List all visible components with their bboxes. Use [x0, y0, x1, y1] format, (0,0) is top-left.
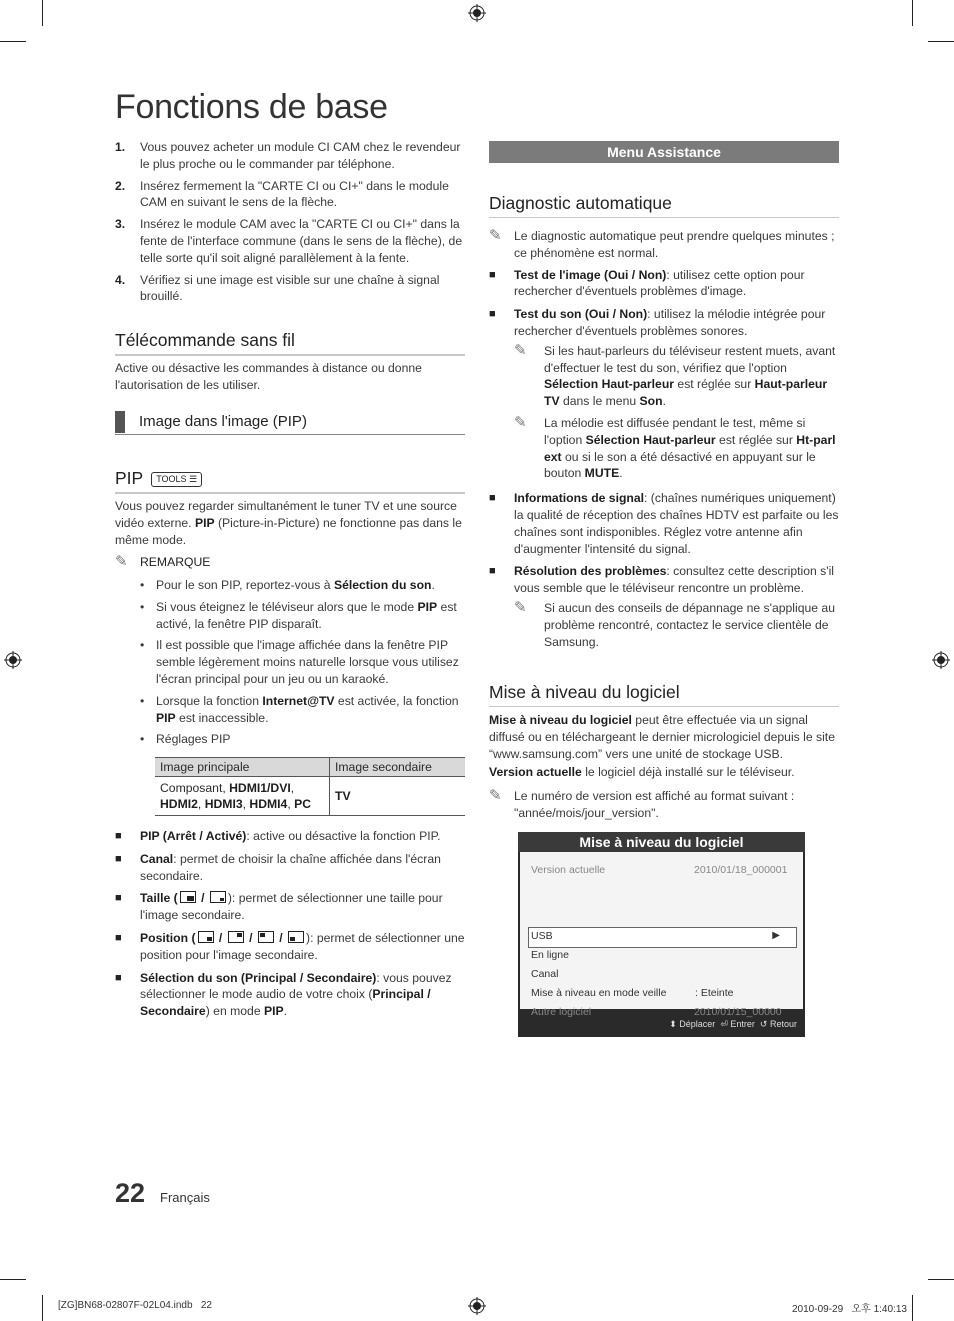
telecommande-body: Active ou désactive les commandes à distance ou donne l'autorisation de les utiliser.	[115, 361, 422, 392]
size-large-icon	[180, 891, 196, 903]
crop-mark	[0, 1279, 26, 1280]
tools-badge-label: TOOLS	[156, 473, 187, 484]
pip-intro	[115, 498, 465, 548]
position-top-left-icon	[258, 931, 274, 943]
remark-label: REMARQUE	[140, 555, 211, 569]
bullet-dot: •	[140, 693, 145, 708]
bullet-text: Il est possible que l'image affichée dans la fenêtre PIP semble légèrement moins naturelle lorsque vous utilisez l'écran principal pour un jeu ou un karaoké.	[156, 638, 459, 686]
play-arrow-icon: ▶	[772, 930, 780, 941]
standby-upgrade-menu-item[interactable]: Mise à niveau en mode veille	[531, 987, 667, 999]
standby-upgrade-value: : Eteinte	[695, 987, 734, 999]
crop-mark	[912, 1295, 913, 1321]
cell-text: ,	[242, 797, 250, 811]
cell-bold: HDMI3	[204, 797, 243, 811]
bullet-text: est activé, la fenêtre PIP disparaît.	[156, 599, 457, 631]
note-text: Le numéro de version est affiché au format suivant : "année/mois/jour_version".	[514, 789, 795, 820]
square-bullet-icon: ■	[489, 565, 496, 578]
list-item	[140, 577, 465, 594]
option-text: : active ou désactive la fonction PIP.	[246, 829, 441, 843]
note-text: est réglée sur	[715, 432, 797, 447]
list-item	[115, 970, 465, 1020]
usb-label: USB	[531, 930, 553, 942]
list-item	[115, 851, 465, 885]
version-label: Version actuelle	[531, 864, 606, 876]
option-label: Position (	[140, 930, 196, 945]
bullet-dot: •	[140, 732, 145, 747]
registration-mark-icon	[4, 651, 22, 669]
bullet-text: Lorsque la fonction	[156, 693, 263, 708]
note-text: est réglée sur	[674, 377, 755, 392]
step-item	[115, 216, 465, 266]
square-bullet-icon: ■	[115, 852, 122, 865]
diagnostic-content	[489, 228, 839, 650]
bullet-bold: PIP	[156, 710, 176, 725]
pencil-icon: ✎	[514, 341, 527, 359]
list-item	[115, 930, 465, 964]
option-text: : vous pouvez sélectionner le mode audio de votre choix (	[140, 970, 452, 1002]
square-bullet-icon: ■	[489, 492, 496, 505]
option-bold: PIP	[263, 1004, 284, 1019]
size-small-icon	[210, 891, 226, 903]
table-cell-secondary: TV	[330, 777, 466, 816]
option-text: ): permet de sélectionner une taille pour l'image secondaire.	[140, 891, 443, 923]
pip-heading-text: PIP	[115, 468, 144, 488]
step-number: 1.	[115, 140, 126, 154]
page-number: 22	[115, 1178, 146, 1208]
bullet-dot: •	[140, 578, 145, 592]
list-item	[140, 731, 465, 748]
square-bullet-icon: ■	[115, 830, 122, 842]
bullet-text: Pour le son PIP, reportez-vous à	[156, 578, 334, 592]
option-label: Canal	[140, 851, 174, 866]
list-item	[115, 828, 465, 845]
cell-text: ,	[197, 797, 205, 811]
mise-a-niveau-heading: Mise à niveau du logiciel	[489, 682, 839, 707]
move-icon: ⬍	[669, 1019, 677, 1029]
note-bold: Sélection Haut-parleur	[544, 377, 675, 392]
enter-icon: ⏎	[720, 1019, 728, 1029]
table-header: Image secondaire	[330, 758, 466, 777]
option-label: Taille (	[140, 891, 178, 906]
table-header-row	[155, 758, 465, 777]
cell-text: ,	[287, 797, 295, 811]
para-text: peut être effectuée via un signal diffusé ou en téléchargeant le dernier micrologiciel depuis le site “www.samsung.com” vers une unité de stockage USB.	[489, 713, 835, 761]
bullet-text: Réglages PIP	[156, 732, 231, 747]
crop-mark	[912, 0, 913, 26]
note	[489, 600, 839, 650]
file-info: [ZG]BN68-02807F-02L04.indb 22	[58, 1300, 212, 1311]
step-number: 2.	[115, 178, 126, 193]
subheading-bar	[115, 411, 125, 433]
pip-subheading	[115, 411, 465, 435]
pencil-icon: ✎	[489, 227, 502, 244]
note-bold: Sélection Haut-parleur	[585, 432, 716, 447]
pencil-icon: ✎	[514, 413, 527, 431]
list-item	[489, 563, 839, 597]
footer-enter: Entrer	[730, 1019, 755, 1029]
bullet-text: Si vous éteignez le téléviseur alors que le mode	[156, 599, 418, 614]
bullet-text: est inaccessible.	[175, 710, 269, 725]
channel-menu-item[interactable]: Canal	[531, 968, 559, 980]
option-sep: /	[249, 930, 253, 945]
footer-move: Déplacer	[679, 1019, 716, 1029]
pencil-icon: ✎	[489, 787, 502, 805]
step-text: Insérez fermement la "CARTE CI ou CI+" dans le module CAM en suivant le sens de la flèche.	[140, 178, 449, 210]
pencil-icon: ✎	[514, 598, 527, 616]
note	[489, 343, 839, 410]
remark	[115, 554, 465, 571]
option-bold: Principal / Secondaire	[140, 987, 431, 1019]
option-sep: /	[279, 930, 283, 945]
position-bottom-left-icon	[288, 931, 304, 943]
return-icon: ↺	[759, 1019, 768, 1029]
note-text: .	[662, 394, 666, 409]
option-text: : consultez cette description s'il vous semble que le téléviseur rencontre un problème.	[514, 564, 834, 596]
diagnostic-heading: Diagnostic automatique	[489, 193, 839, 218]
tv-screen	[518, 832, 805, 1037]
option-text: : (chaînes numériques uniquement) la qualité de réception des chaînes HDTV est parfaite ou les chaînes sont indisponibles. Réglez votre antenne afin d'augmenter l'intensité du signal.	[514, 491, 839, 556]
pip-subheading-text: Image dans l'image (PIP)	[139, 413, 307, 431]
pip-table	[155, 757, 465, 816]
bullet-dot: •	[140, 599, 145, 614]
pip-intro-b: PIP	[194, 515, 215, 530]
step-text: Vous pouvez acheter un module CI CAM chez le revendeur le plus proche ou le commander par téléphone.	[140, 140, 461, 171]
other-software-label: Autre logiciel	[531, 1006, 592, 1018]
step-number: 3.	[115, 217, 126, 232]
square-bullet-icon: ■	[489, 308, 496, 321]
position-top-right-icon	[228, 931, 244, 943]
list-item	[140, 599, 465, 633]
step-item	[115, 178, 465, 212]
option-text: : utilisez cette option pour rechercher d'éventuels problèmes d'image.	[514, 267, 805, 299]
step-item	[115, 139, 465, 173]
note-text: dans le menu	[559, 394, 640, 409]
mise-a-niveau-content	[489, 712, 839, 822]
menu-assistance-banner: Menu Assistance	[489, 141, 839, 163]
note-bold: Ht-parl ext	[544, 432, 836, 464]
online-menu-item[interactable]: En ligne	[531, 949, 569, 961]
crop-mark	[42, 0, 43, 26]
bullet-bold: Sélection du son	[333, 578, 432, 592]
note-text: Le diagnostic automatique peut prendre quelques minutes ; ce phénomène est normal.	[514, 229, 835, 260]
version-value: 2010/01/18_000001	[694, 864, 788, 876]
other-software-value: 2010/01/15_00000	[694, 1006, 782, 1018]
cell-bold: HDMI2	[160, 797, 198, 811]
option-label: PIP (Arrêt / Activé)	[140, 829, 247, 843]
option-text: : permet de choisir la chaîne affichée dans l'écran secondaire.	[140, 851, 441, 883]
note-text: La mélodie est diffusée pendant le test, même si l'option	[544, 415, 806, 447]
cell-text: ,	[290, 781, 295, 795]
tv-footer	[669, 1019, 797, 1030]
pip-intro-c: (Picture-in-Picture) ne fonctionne pas dans le même mode.	[115, 515, 462, 547]
list-item	[489, 267, 839, 301]
position-bottom-right-icon	[198, 931, 214, 943]
page-title: Fonctions de base	[115, 88, 388, 126]
cell-text: Composant	[160, 781, 223, 795]
tv-panel	[520, 852, 803, 1018]
table-header: Image principale	[155, 758, 330, 777]
option-label: Sélection du son (Principal / Secondaire)	[140, 970, 377, 985]
option-label: Test du son (Oui / Non)	[514, 307, 648, 322]
table-row	[155, 777, 465, 816]
note-text: ou si le son a été désactivé en appuyant sur le bouton	[544, 449, 816, 481]
note-text: .	[619, 466, 623, 481]
note-bold: Haut-parleur TV	[544, 377, 828, 409]
para-bold: Version actuelle	[489, 765, 582, 780]
bullet-bold: PIP	[417, 599, 438, 614]
date-info: 2010-09-29 오후 1:40:13	[792, 1304, 907, 1315]
note	[489, 788, 839, 822]
list-item	[115, 890, 465, 924]
note-text: Si aucun des conseils de dépannage ne s'applique au problème rencontré, contactez le service clientèle de Samsung.	[544, 600, 835, 649]
remark-bullets	[140, 577, 465, 753]
square-bullet-icon: ■	[489, 268, 496, 281]
square-bullet-icon: ■	[115, 971, 122, 984]
registration-mark-icon	[932, 651, 950, 669]
pip-options	[115, 828, 465, 1026]
list-item	[140, 693, 465, 727]
tv-screen-title: Mise à niveau du logiciel	[518, 832, 805, 852]
bullet-text: est activée, la fonction	[334, 693, 459, 708]
tools-icon: TOOLS ☰	[151, 472, 202, 487]
note-bold: MUTE	[584, 466, 620, 481]
step-text: Vérifiez si une image est visible sur une chaîne à signal brouillé.	[140, 272, 440, 304]
step-item	[115, 272, 465, 306]
option-label: Test de l'image (Oui / Non)	[514, 267, 667, 282]
usb-menu-item[interactable]	[528, 927, 797, 948]
list-item	[140, 637, 465, 687]
option-text: ) en mode	[205, 1004, 264, 1019]
step-text: Insérez le module CAM avec la "CARTE CI ou CI+" dans la fente de l'interface commune (dans le sens de la flèche), de telle sorte qu'il soit aligné parallèlement à la fente.	[140, 217, 463, 265]
registration-mark-icon	[468, 4, 486, 22]
crop-mark	[42, 1295, 43, 1321]
para-text: le logiciel déjà installé sur le téléviseur.	[581, 765, 795, 780]
step-number: 4.	[115, 272, 126, 287]
page-language: Français	[160, 1190, 210, 1205]
note	[489, 228, 839, 262]
footer-return: Retour	[769, 1019, 797, 1029]
crop-mark	[0, 41, 26, 42]
note-bold: Son	[639, 394, 663, 409]
option-label: Résolution des problèmes	[514, 564, 667, 579]
pip-intro-a: Vous pouvez regarder simultanément le tuner TV et une source vidéo externe.	[115, 499, 457, 530]
pip-settings-table	[155, 757, 465, 816]
crop-mark	[928, 41, 954, 42]
square-bullet-icon: ■	[115, 931, 122, 944]
table-cell-main	[155, 777, 330, 816]
cell-text: ,	[222, 781, 230, 795]
para-bold: Mise à niveau du logiciel	[489, 713, 632, 727]
option-text: .	[283, 1004, 288, 1019]
bullet-text: .	[431, 578, 435, 592]
option-text: : utilisez la mélodie intégrée pour rechercher d'éventuels problèmes sonores.	[514, 307, 826, 338]
list-item	[489, 306, 839, 340]
list-item	[489, 490, 839, 557]
option-text: ): permet de sélectionner une position pour l'image secondaire.	[140, 930, 465, 962]
pip-heading	[115, 468, 465, 494]
cell-bold: HDMI4	[249, 797, 288, 811]
option-label: Informations de signal	[514, 491, 645, 506]
option-sep: /	[201, 891, 205, 906]
bullet-dot: •	[140, 638, 145, 653]
bullet-bold: Internet@TV	[262, 693, 335, 708]
paragraph	[489, 764, 839, 781]
telecommande-heading: Télécommande sans fil	[115, 330, 465, 356]
steps-list	[115, 139, 465, 310]
cell-bold: HDMI1/DVI	[229, 781, 291, 795]
square-bullet-icon: ■	[115, 892, 122, 905]
cell-bold: PC	[294, 797, 312, 811]
note-text: Si les haut-parleurs du téléviseur restent muets, avant d'effectuer le test du son, vérifiez que l'option	[544, 343, 836, 375]
note	[489, 415, 839, 482]
registration-mark-icon	[468, 1297, 486, 1315]
paragraph	[489, 712, 839, 762]
pencil-icon: ✎	[115, 553, 128, 570]
crop-mark	[928, 1279, 954, 1280]
option-sep: /	[218, 930, 223, 945]
